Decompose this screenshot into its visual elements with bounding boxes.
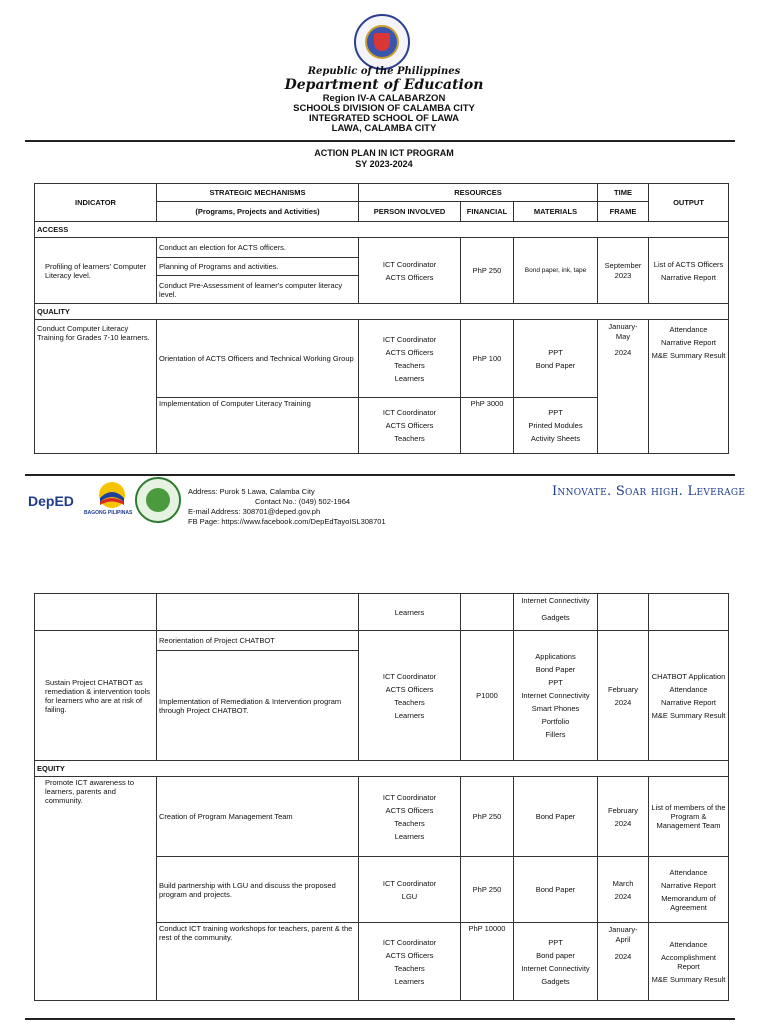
bagong-pilipinas-logo-icon <box>92 480 132 510</box>
equity-activity-2: Build partnership with LGU and discuss the proposed program and projects. <box>157 857 359 923</box>
equity-act3-materials: PPT Bond paper Internet Connectivity Gadgets <box>514 923 598 1001</box>
equity-act1-persons: ICT Coordinator ACTS Officers Teachers Learners <box>359 777 461 857</box>
access-persons: ICT Coordinator ACTS Officers <box>359 238 461 304</box>
th-strategic: STRATEGIC MECHANISMS <box>157 184 359 202</box>
footer-address: Address: Purok 5 Lawa, Calamba City <box>188 487 315 496</box>
equity-act3-financial: PhP 10000 <box>461 923 514 1001</box>
cont-materials: Internet Connectivity Gadgets <box>514 594 598 631</box>
chatbot-persons: ICT Coordinator ACTS Officers Teachers Learners <box>359 631 461 761</box>
action-plan-table <box>34 183 729 454</box>
access-activity-3: Conduct Pre-Assessment of learner's computer literacy level. <box>157 276 359 304</box>
equity-act2-materials: Bond Paper <box>514 857 598 923</box>
equity-act3-time: January- April 2024 <box>598 923 649 1001</box>
school-seal-icon <box>135 477 181 523</box>
th-person: PERSON INVOLVED <box>359 202 461 222</box>
cont-activity <box>157 594 359 631</box>
chatbot-materials: Applications Bond Paper PPT Internet Connectivity Smart Phones Portfolio Fillers <box>514 631 598 761</box>
quality-activity-2: Implementation of Computer Literacy Training <box>157 398 359 454</box>
footer-tagline: Innovate. Soar high. Leverage <box>552 484 746 499</box>
quality-outputs: Attendance Narrative Report M&E Summary Result <box>649 320 729 454</box>
deped-seal-icon <box>354 14 410 70</box>
footer-contact: Contact No.: (049) 502-1964 <box>255 497 351 506</box>
action-plan-table-continued <box>34 593 729 1001</box>
equity-act2-time: March 2024 <box>598 857 649 923</box>
th-frame: FRAME <box>598 202 649 222</box>
footer-divider <box>25 474 735 476</box>
equity-act3-persons: ICT Coordinator ACTS Officers Teachers Learners <box>359 923 461 1001</box>
access-activity-1: Conduct an election for ACTS officers. <box>157 238 359 258</box>
access-indicator: Profiling of learners' Computer Literacy level. <box>35 238 157 304</box>
quality-act2-materials: PPT Printed Modules Activity Sheets <box>514 398 598 454</box>
chatbot-financial: P1000 <box>461 631 514 761</box>
quality-indicator: Conduct Computer Literacy Training for Grades 7-10 learners. <box>35 320 157 454</box>
deped-logo: DepED <box>28 493 74 509</box>
footer-address-block <box>188 487 386 527</box>
location-line: LAWA, CALAMBA CITY <box>331 123 437 134</box>
republic-line: Republic of the Philippines <box>307 66 461 77</box>
section-equity: EQUITY <box>35 761 729 777</box>
th-resources: RESOURCES <box>359 184 598 202</box>
quality-time: January- May 2024 <box>598 320 649 454</box>
footer-divider-2 <box>25 1018 735 1020</box>
footer-email: E-mail Address: 308701@deped.gov.ph <box>188 507 321 516</box>
quality-act2-persons: ICT Coordinator ACTS Officers Teachers <box>359 398 461 454</box>
bagong-pilipinas-text: BAGONG PILIPINAS <box>84 510 133 516</box>
quality-act1-financial: PhP 100 <box>461 320 514 398</box>
quality-act1-materials: PPT Bond Paper <box>514 320 598 398</box>
chatbot-time: February 2024 <box>598 631 649 761</box>
equity-act1-output: List of members of the Program & Management Team <box>649 777 729 857</box>
section-access: ACCESS <box>35 222 729 238</box>
cont-financial <box>461 594 514 631</box>
chatbot-activity-2: Implementation of Remediation & Intervention program through Project CHATBOT. <box>157 651 359 761</box>
access-materials: Bond paper, ink, tape <box>514 238 598 304</box>
equity-act1-materials: Bond Paper <box>514 777 598 857</box>
chatbot-outputs: CHATBOT Application Attendance Narrative Report M&E Summary Result <box>649 631 729 761</box>
section-quality: QUALITY <box>35 304 729 320</box>
th-output: OUTPUT <box>649 184 729 222</box>
cont-indicator <box>35 594 157 631</box>
equity-act1-time: February 2024 <box>598 777 649 857</box>
quality-act1-persons: ICT Coordinator ACTS Officers Teachers Learners <box>359 320 461 398</box>
access-financial: PhP 250 <box>461 238 514 304</box>
th-time: TIME <box>598 184 649 202</box>
access-time: September 2023 <box>598 238 649 304</box>
equity-act2-persons: ICT Coordinator LGU <box>359 857 461 923</box>
th-strategic-sub: (Programs, Projects and Activities) <box>157 202 359 222</box>
quality-act2-financial: PhP 3000 <box>461 398 514 454</box>
school-line: INTEGRATED SCHOOL OF LAWA <box>308 113 460 124</box>
equity-act2-financial: PhP 250 <box>461 857 514 923</box>
division-line: SCHOOLS DIVISION OF CALAMBA CITY <box>293 103 475 114</box>
access-outputs: List of ACTS Officers Narrative Report <box>649 238 729 304</box>
region-line: Region IV-A CALABARZON <box>322 93 446 104</box>
doc-title: ACTION PLAN IN ICT PROGRAM <box>314 148 454 158</box>
access-activity-2: Planning of Programs and activities. <box>157 258 359 276</box>
equity-act2-outputs: Attendance Narrative Report Memorandum of Agreement <box>649 857 729 923</box>
quality-activity-1: Orientation of ACTS Officers and Technical Working Group <box>157 320 359 398</box>
header-divider <box>25 140 735 142</box>
equity-activity-3: Conduct ICT training workshops for teachers, parent & the rest of the community. <box>157 923 359 1001</box>
department-line: Department of Education <box>284 77 484 93</box>
equity-activity-1: Creation of Program Management Team <box>157 777 359 857</box>
th-materials: MATERIALS <box>514 202 598 222</box>
equity-act3-outputs: Attendance Accomplishment Report M&E Summary Result <box>649 923 729 1001</box>
chatbot-indicator: Sustain Project CHATBOT as remediation & intervention tools for learners who are at risk of failing. <box>35 631 157 761</box>
chatbot-activity-1: Reorientation of Project CHATBOT <box>157 631 359 651</box>
cont-time <box>598 594 649 631</box>
th-indicator: INDICATOR <box>35 184 157 222</box>
th-financial: FINANCIAL <box>461 202 514 222</box>
footer-fb: FB Page: https://www.facebook.com/DepEdTayoISL308701 <box>188 517 386 526</box>
equity-indicator: Promote ICT awareness to learners, parents and community. <box>35 777 157 1001</box>
cont-output <box>649 594 729 631</box>
cont-person: Learners <box>359 594 461 631</box>
equity-act1-financial: PhP 250 <box>461 777 514 857</box>
doc-sy: SY 2023-2024 <box>355 159 413 169</box>
